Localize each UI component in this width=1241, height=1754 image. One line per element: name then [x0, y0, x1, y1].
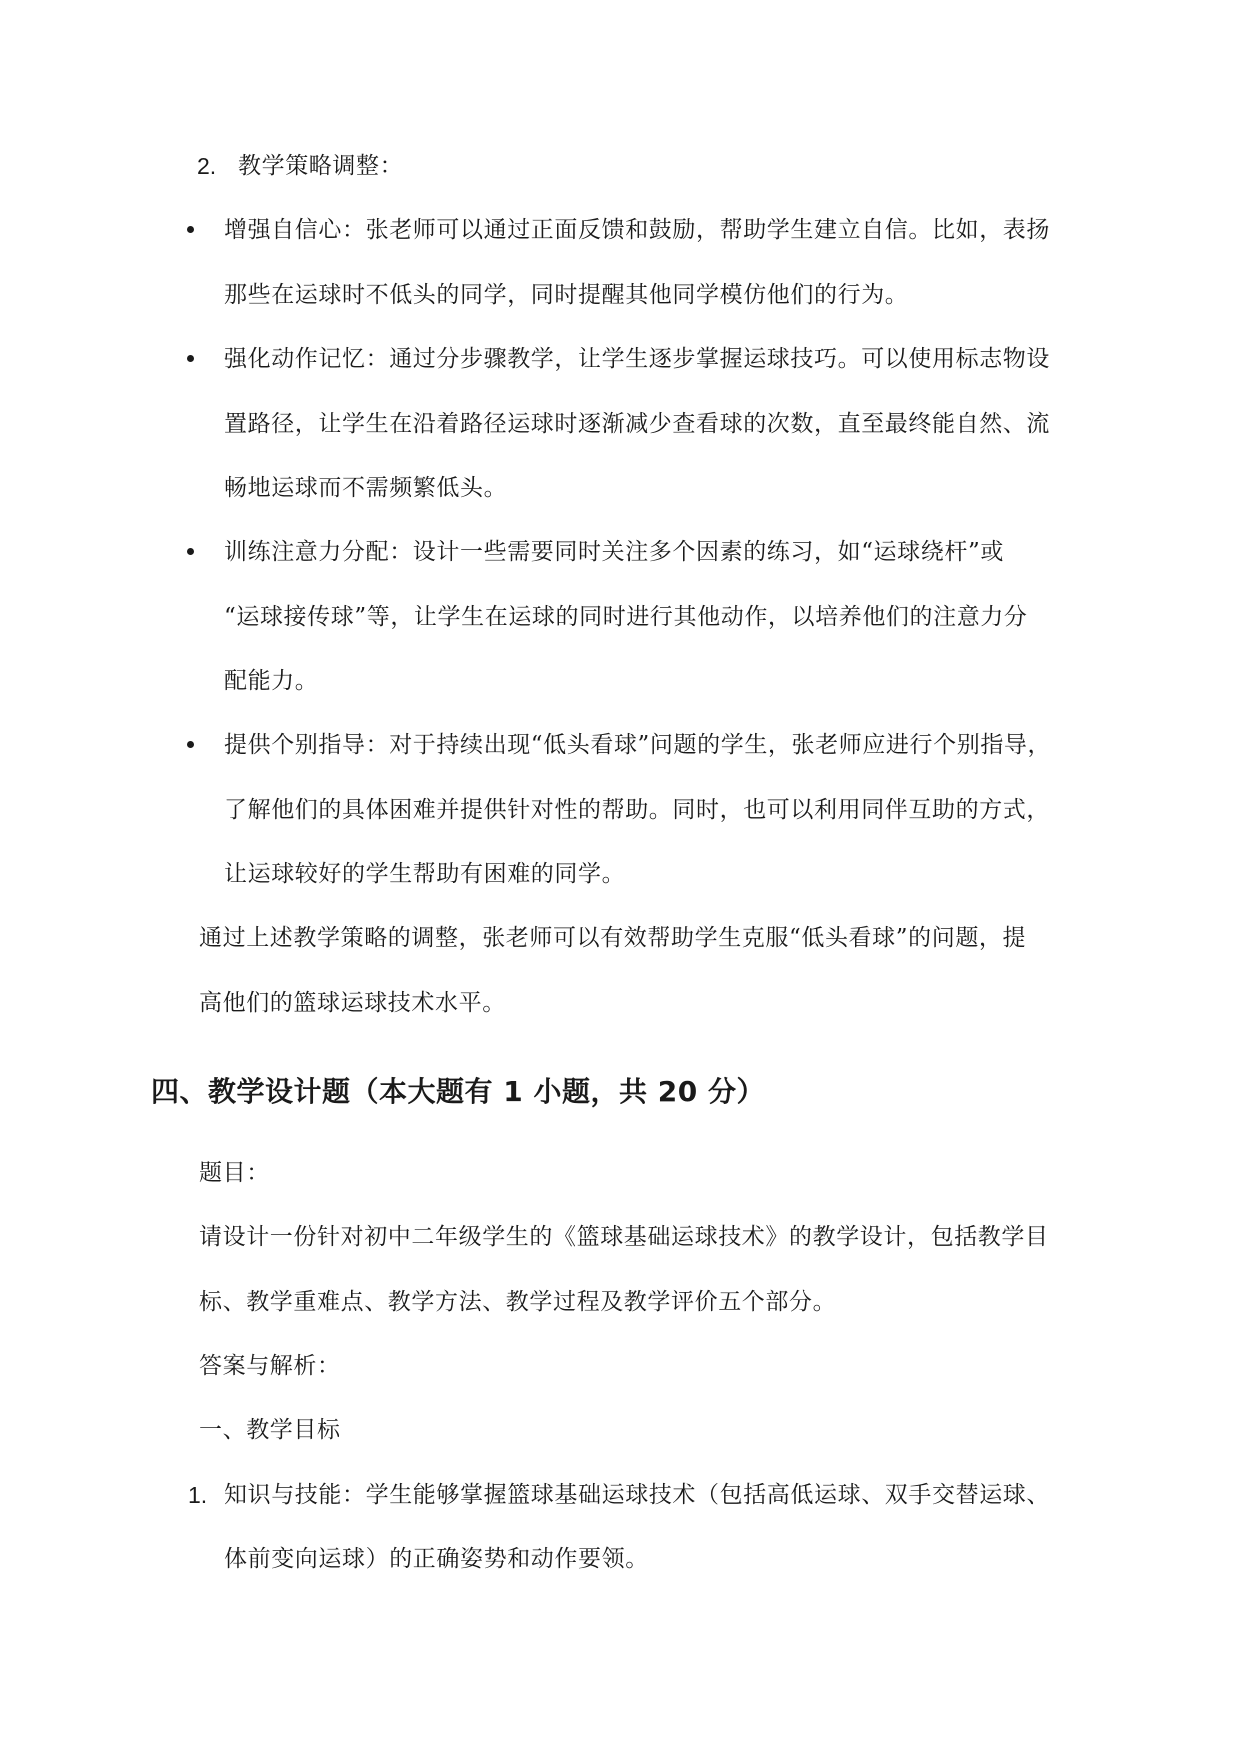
bullet-line: 了解他们的具体困难并提供针对性的帮助。同时，也可以利用同伴互助的方式， — [224, 797, 1050, 823]
bullet-line: 增强自信心：张老师可以通过正面反馈和鼓励，帮助学生建立自信。比如，表扬 — [224, 217, 1050, 243]
goal-number: 1. — [188, 1482, 208, 1508]
summary-line: 高他们的篮球运球技术水平。 — [199, 990, 506, 1016]
summary-line: 通过上述教学策略的调整，张老师可以有效帮助学生克服“低头看球”的问题，提 — [199, 925, 1027, 951]
bullet-line: 让运球较好的学生帮助有困难的同学。 — [224, 861, 626, 887]
question-line: 请设计一份针对初中二年级学生的《篮球基础运球技术》的教学设计，包括教学目 — [199, 1224, 1049, 1250]
bullet-dot — [187, 226, 194, 233]
strategy-number: 2. — [197, 153, 217, 179]
bullet-line: “运球接传球”等，让学生在运球的同时进行其他动作，以培养他们的注意力分 — [224, 604, 1028, 630]
goal-line: 知识与技能：学生能够掌握篮球基础运球技术（包括高低运球、双手交替运球、 — [224, 1482, 1050, 1508]
bullet-line: 提供个别指导：对于持续出现“低头看球”问题的学生，张老师应进行个别指导， — [224, 732, 1052, 758]
bullet-dot — [187, 548, 194, 555]
bullet-line: 强化动作记忆：通过分步骤教学，让学生逐步掌握运球技巧。可以使用标志物设 — [224, 346, 1050, 372]
question-label: 题目： — [199, 1160, 270, 1186]
answer-label: 答案与解析： — [199, 1353, 341, 1379]
subheading-goals: 一、教学目标 — [199, 1417, 341, 1443]
bullet-dot — [187, 355, 194, 362]
bullet-line: 训练注意力分配：设计一些需要同时关注多个因素的练习，如“运球绕杆”或 — [224, 539, 1004, 565]
bullet-line: 置路径，让学生在沿着路径运球时逐渐减少查看球的次数，直至最终能自然、流 — [224, 411, 1050, 437]
bullet-line: 畅地运球而不需频繁低头。 — [224, 475, 508, 501]
bullet-line: 配能力。 — [224, 668, 319, 694]
bullet-line: 那些在运球时不低头的同学，同时提醒其他同学模仿他们的行为。 — [224, 282, 909, 308]
bullet-dot — [187, 741, 194, 748]
goal-line: 体前变向运球）的正确姿势和动作要领。 — [224, 1546, 649, 1572]
section-heading: 四、教学设计题（本大题有 1 小题，共 20 分） — [151, 1075, 765, 1108]
question-line: 标、教学重难点、教学方法、教学过程及教学评价五个部分。 — [199, 1289, 837, 1315]
strategy-title: 教学策略调整： — [238, 153, 404, 179]
